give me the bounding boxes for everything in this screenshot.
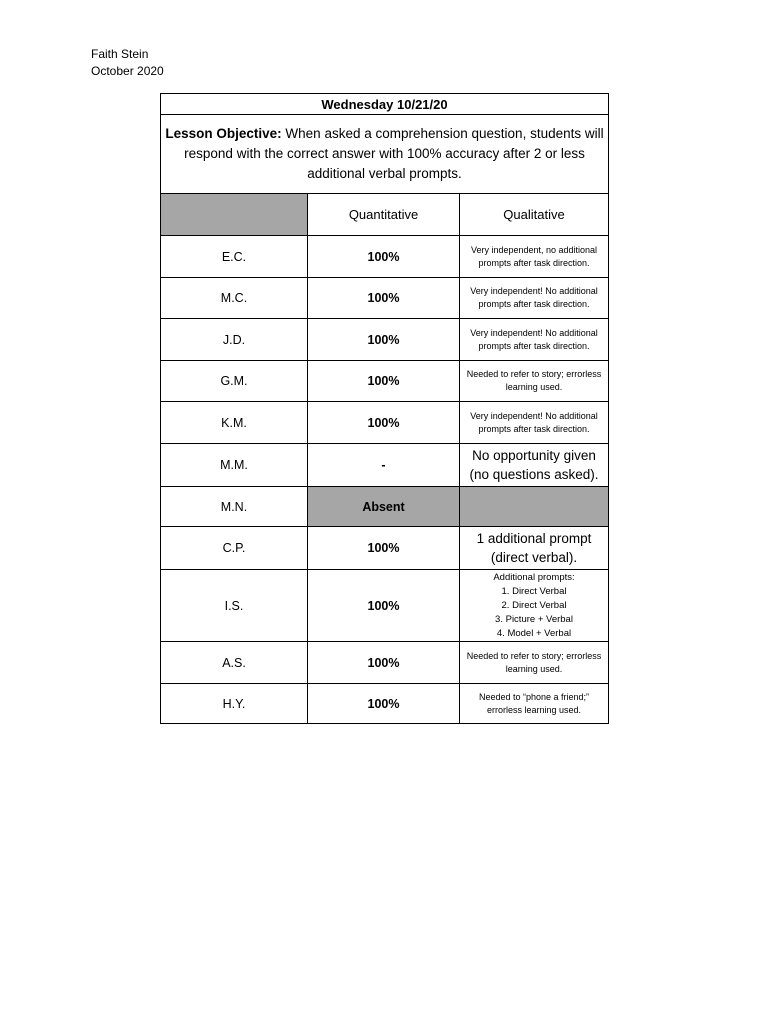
table-title: Wednesday 10/21/20 [161, 94, 609, 115]
student-initials: J.D. [161, 319, 308, 361]
student-initials: G.M. [161, 361, 308, 402]
table-row [161, 642, 609, 684]
quantitative-value: 100% [308, 319, 460, 361]
student-initials: A.S. [161, 642, 308, 684]
qualitative-note: Needed to “phone a friend;” errorless learning used. [460, 684, 609, 724]
table-row [161, 319, 609, 361]
table-row [161, 444, 609, 487]
objective-label: Lesson Objective: [165, 126, 282, 141]
qualitative-note: Very independent! No additional prompts after task direction. [460, 402, 609, 444]
table-row [161, 527, 609, 570]
quantitative-value: 100% [308, 684, 460, 724]
quantitative-value: 100% [308, 642, 460, 684]
qualitative-note: Very independent! No additional prompts after task direction. [460, 278, 609, 319]
column-header-student [161, 194, 308, 236]
quantitative-value: 100% [308, 236, 460, 278]
table-row [161, 236, 609, 278]
prompt-list-item: 1. Direct Verbal [501, 585, 567, 597]
student-initials: M.N. [161, 487, 308, 527]
qualitative-note-list [460, 570, 609, 642]
qualitative-note: Very independent! No additional prompts after task direction. [460, 319, 609, 361]
document-date: October 2020 [91, 64, 164, 78]
quantitative-value: 100% [308, 402, 460, 444]
quantitative-value: 100% [308, 570, 460, 642]
qualitative-note: No opportunity given (no questions asked). [460, 444, 609, 487]
student-initials: M.M. [161, 444, 308, 487]
table-row [161, 487, 609, 527]
student-initials: K.M. [161, 402, 308, 444]
qualitative-note [460, 487, 609, 527]
prompt-list-heading: Additional prompts: [493, 571, 575, 583]
document-header [91, 46, 164, 80]
prompt-list-item: 2. Direct Verbal [501, 599, 567, 611]
student-initials: C.P. [161, 527, 308, 570]
student-initials: H.Y. [161, 684, 308, 724]
prompt-list-item: 3. Picture + Verbal [495, 613, 573, 625]
table-row [161, 278, 609, 319]
qualitative-note: 1 additional prompt (direct verbal). [460, 527, 609, 570]
quantitative-value: 100% [308, 278, 460, 319]
table-row [161, 684, 609, 724]
quantitative-value: 100% [308, 361, 460, 402]
table-row [161, 402, 609, 444]
student-initials: M.C. [161, 278, 308, 319]
student-initials: I.S. [161, 570, 308, 642]
column-header-qualitative: Qualitative [460, 194, 609, 236]
quantitative-value: Absent [308, 487, 460, 527]
column-header-quantitative: Quantitative [308, 194, 460, 236]
table-row [161, 570, 609, 642]
student-initials: E.C. [161, 236, 308, 278]
author-name: Faith Stein [91, 47, 149, 61]
qualitative-note: Needed to refer to story; errorless learning used. [460, 361, 609, 402]
lesson-objective [161, 115, 609, 194]
objective-text: When asked a comprehension question, students will respond with the correct answer with 100% accuracy after 2 or less additional verbal prompts. [184, 126, 604, 181]
qualitative-note: Needed to refer to story; errorless learning used. [460, 642, 609, 684]
lesson-data-table [160, 93, 609, 724]
quantitative-value: - [308, 444, 460, 487]
quantitative-value: 100% [308, 527, 460, 570]
qualitative-note: Very independent, no additional prompts after task direction. [460, 236, 609, 278]
prompt-list-item: 4. Model + Verbal [496, 627, 572, 639]
table-row [161, 361, 609, 402]
